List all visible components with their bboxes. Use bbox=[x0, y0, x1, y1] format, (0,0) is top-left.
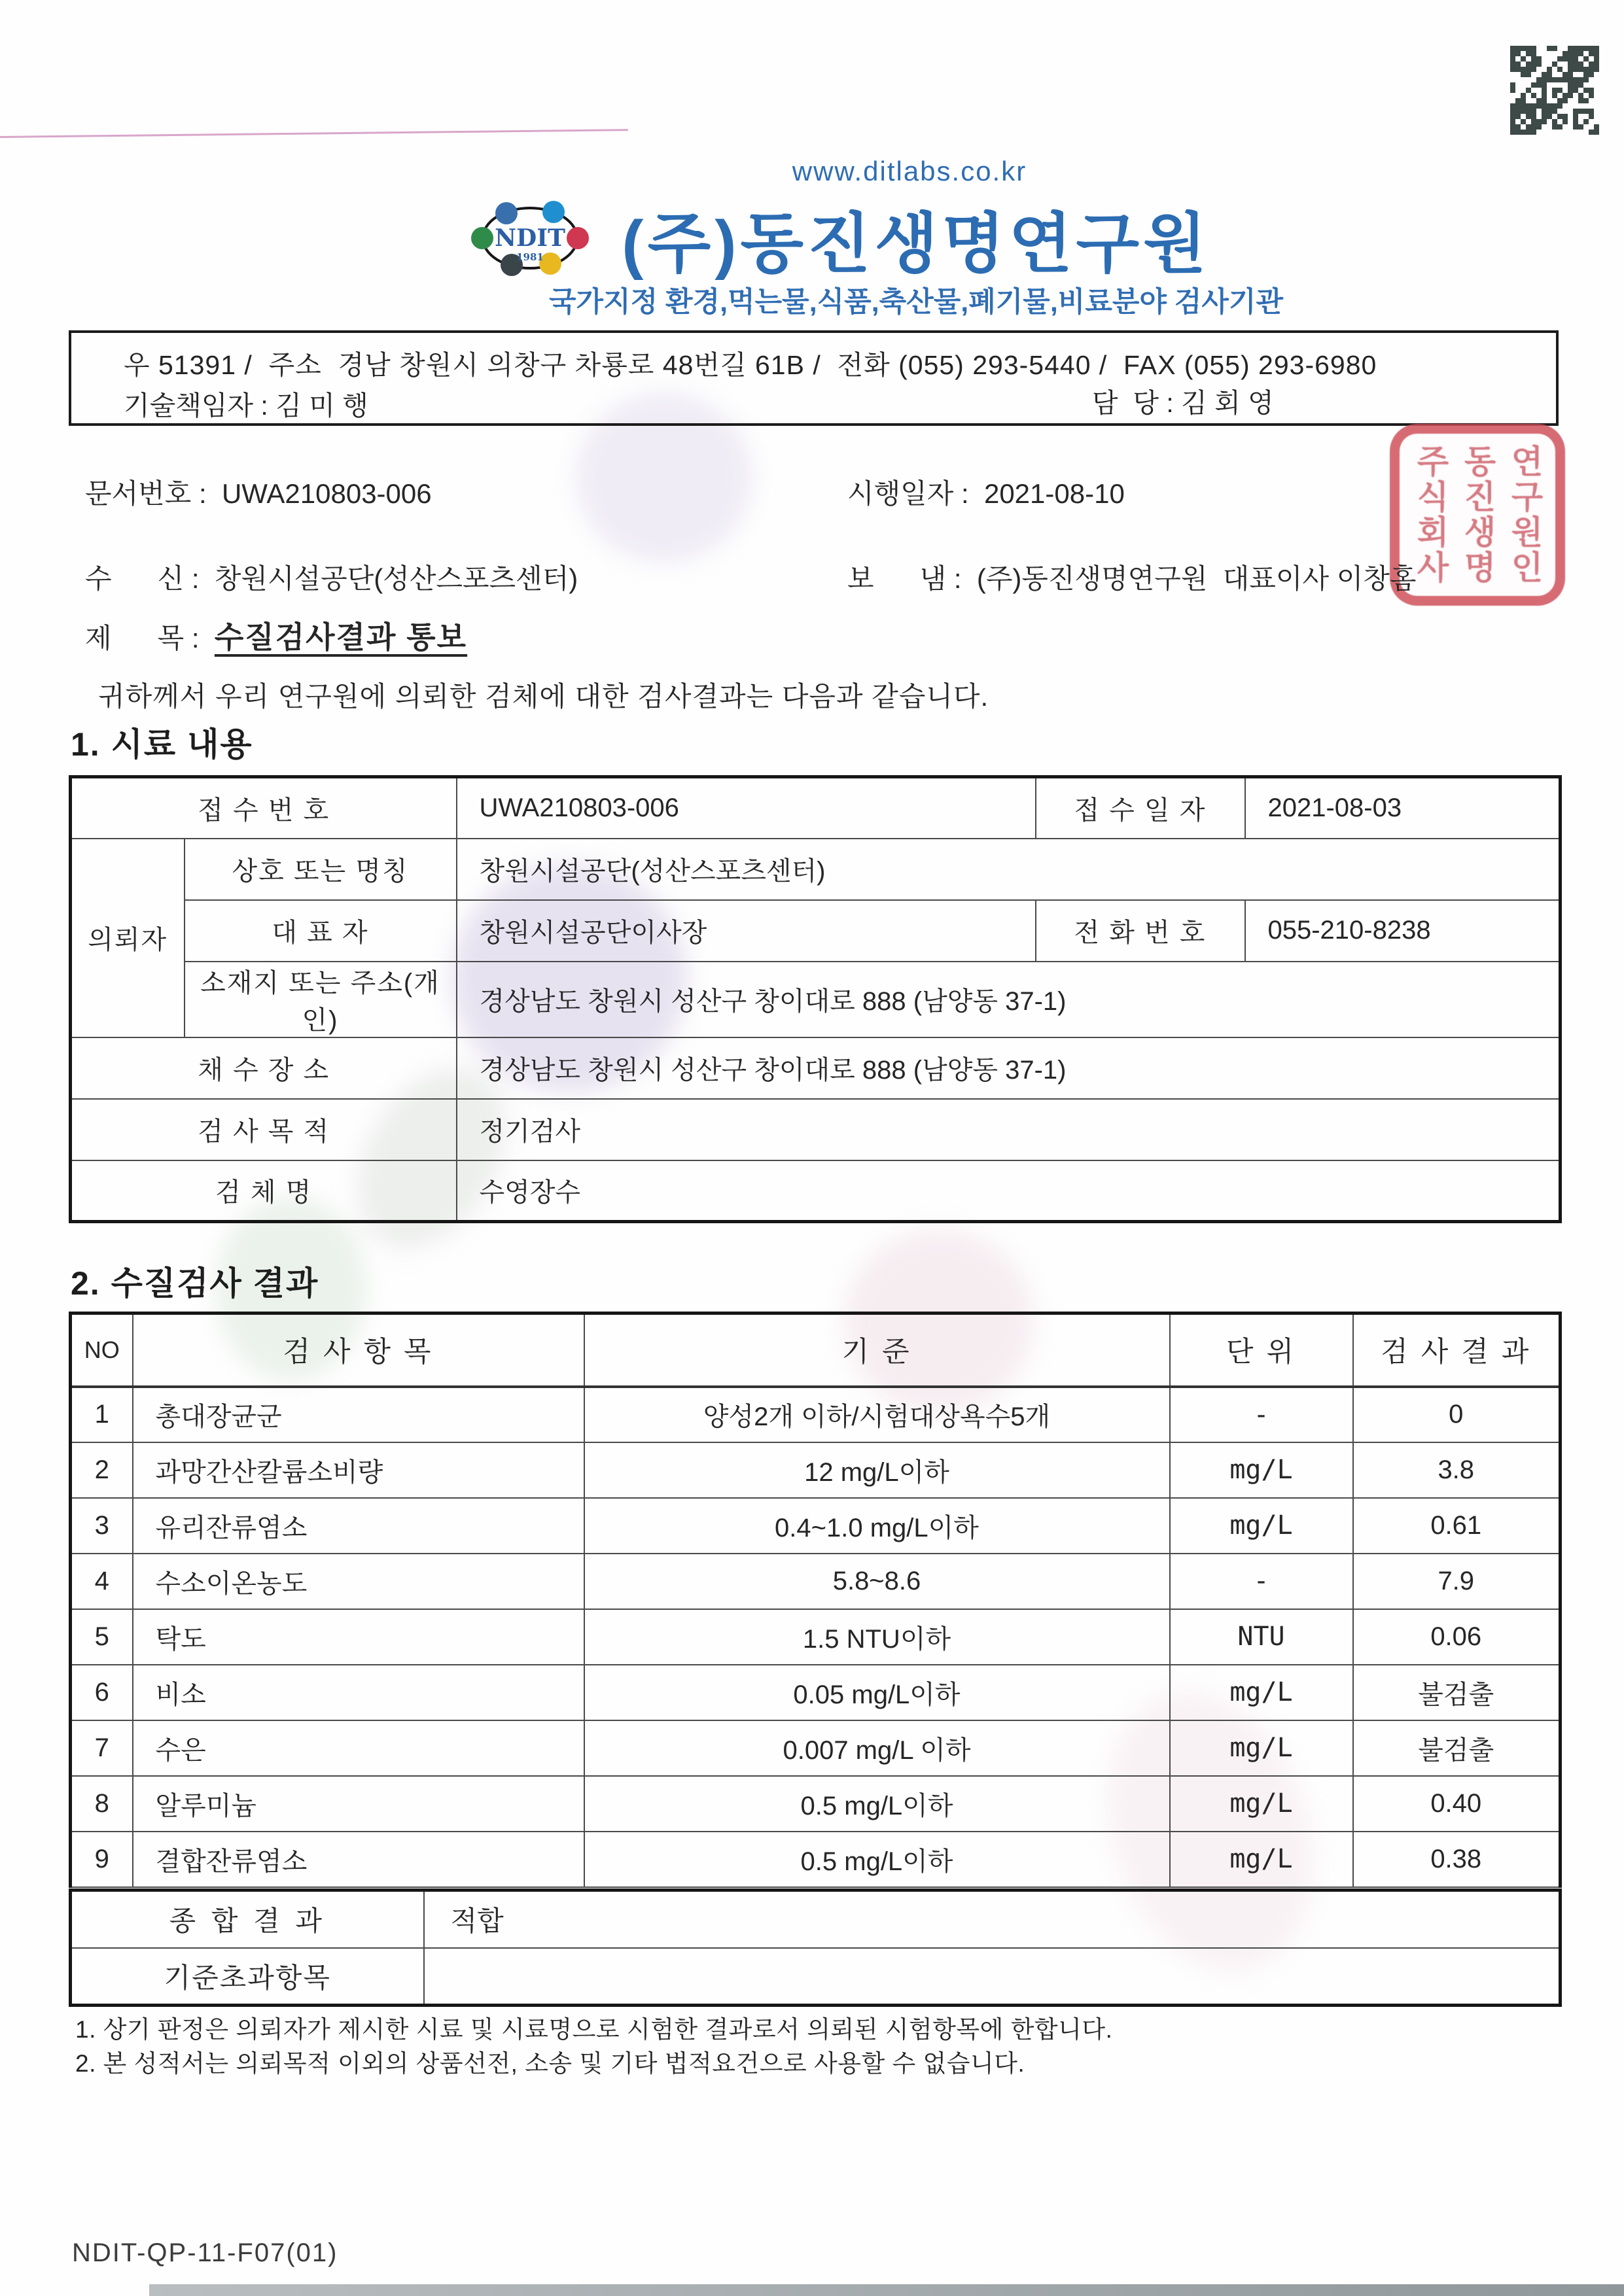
row-no: 2 bbox=[71, 1442, 133, 1498]
table-row bbox=[71, 900, 1561, 962]
row-unit: mg/L bbox=[1170, 1442, 1353, 1498]
row-item: 총대장균군 bbox=[133, 1387, 584, 1442]
company-tagline: 국가지정 환경,먹는물,식품,축산물,폐기물,비료분야 검사기관 bbox=[548, 287, 1284, 318]
table-row bbox=[71, 1720, 1561, 1776]
table-row bbox=[71, 839, 1561, 900]
row-no: 8 bbox=[71, 1776, 133, 1832]
sampling-place-value: 경상남도 창원시 성산구 창이대로 888 (남양동 37-1) bbox=[457, 1037, 1561, 1099]
staff-in-charge bbox=[1092, 381, 1274, 420]
overall-result-value: 적합 bbox=[424, 1890, 1561, 1948]
representative-label: 대 표 자 bbox=[185, 900, 457, 962]
doc-number-label: 문서번호 : bbox=[85, 478, 222, 509]
result-summary-table bbox=[69, 1888, 1562, 2007]
table-row bbox=[71, 1099, 1561, 1160]
row-result: 7.9 bbox=[1353, 1554, 1561, 1609]
scan-edge-artifact bbox=[149, 2284, 1624, 2296]
receipt-date-value: 2021-08-03 bbox=[1245, 777, 1561, 839]
row-unit: mg/L bbox=[1170, 1832, 1353, 1887]
row-item: 유리잔류염소 bbox=[133, 1498, 584, 1554]
test-result-table bbox=[69, 1312, 1562, 1888]
seal-text-col: 주식회사 bbox=[1412, 444, 1449, 585]
row-unit: mg/L bbox=[1170, 1498, 1353, 1554]
table-header-row bbox=[71, 1313, 1561, 1387]
seal-text-col: 동진생명 bbox=[1459, 444, 1496, 585]
row-no: 1 bbox=[71, 1387, 133, 1442]
row-no: 6 bbox=[71, 1665, 133, 1720]
sender-value: (주)동진생명연구원 대표이사 이창홈 bbox=[976, 563, 1417, 594]
row-result: 0.40 bbox=[1353, 1776, 1561, 1832]
col-header-result: 검 사 결 과 bbox=[1353, 1313, 1561, 1387]
row-item: 수소이온농도 bbox=[133, 1554, 584, 1609]
company-name: (주)동진생명연구원 bbox=[622, 207, 1210, 281]
test-purpose-label: 검 사 목 적 bbox=[71, 1099, 457, 1160]
recipient-value: 창원시설공단(성산스포츠센터) bbox=[214, 563, 578, 594]
subject-row bbox=[85, 614, 467, 657]
row-result: 0.38 bbox=[1353, 1832, 1561, 1887]
section2-title: 2. 수질검사 결과 bbox=[71, 1265, 319, 1302]
table-row bbox=[71, 1776, 1561, 1832]
sample-info-table bbox=[69, 775, 1562, 1223]
row-no: 4 bbox=[71, 1554, 133, 1609]
representative-value: 창원시설공단이사장 bbox=[457, 900, 1036, 962]
row-no: 7 bbox=[71, 1720, 133, 1776]
table-row bbox=[71, 1948, 1561, 2006]
row-unit: mg/L bbox=[1170, 1720, 1353, 1776]
staff-label: 담 당 : bbox=[1092, 388, 1182, 418]
sender-row bbox=[847, 557, 1416, 597]
row-no: 5 bbox=[71, 1609, 133, 1665]
table-row bbox=[71, 1160, 1561, 1222]
recipient-label: 수 신 : bbox=[85, 563, 215, 594]
contact-box bbox=[69, 330, 1559, 426]
issue-date-label: 시행일자 : bbox=[847, 478, 984, 509]
table-row bbox=[71, 1554, 1561, 1609]
form-code: NDIT-QP-11-F07(01) bbox=[72, 2238, 338, 2267]
tech-manager bbox=[124, 384, 368, 423]
row-item: 알루미늄 bbox=[133, 1776, 584, 1832]
col-header-unit: 단 위 bbox=[1170, 1313, 1353, 1387]
tech-manager-label: 기술책임자 : bbox=[124, 391, 276, 421]
row-standard: 0.05 mg/L이하 bbox=[584, 1665, 1170, 1720]
ndit-logo-icon bbox=[470, 196, 590, 287]
doc-number-value: UWA210803-006 bbox=[221, 478, 432, 509]
row-item: 결합잔류염소 bbox=[133, 1832, 584, 1887]
col-header-standard: 기 준 bbox=[584, 1313, 1170, 1387]
client-name-value: 창원시설공단(성산스포츠센터) bbox=[457, 839, 1561, 900]
row-no: 3 bbox=[71, 1498, 133, 1554]
row-unit: mg/L bbox=[1170, 1776, 1353, 1832]
exceeded-items-label: 기준초과항목 bbox=[71, 1948, 424, 2006]
overall-result-label: 종 합 결 과 bbox=[71, 1890, 424, 1948]
footnote-2: 2. 본 성적서는 의뢰목적 이외의 상품선전, 소송 및 기타 법적요건으로 사용할 수 없습니다. bbox=[75, 2050, 1025, 2077]
row-result: 0.06 bbox=[1353, 1609, 1561, 1665]
row-result: 불검출 bbox=[1353, 1665, 1561, 1720]
row-standard: 0.5 mg/L이하 bbox=[584, 1832, 1170, 1887]
row-standard: 1.5 NTU이하 bbox=[584, 1609, 1170, 1665]
row-standard: 0.4~1.0 mg/L이하 bbox=[584, 1498, 1170, 1554]
sender-label: 보 냄 : bbox=[847, 563, 977, 594]
col-header-no: NO bbox=[71, 1313, 133, 1387]
row-item: 수은 bbox=[133, 1720, 584, 1776]
address-line: 우 51391 / 주소 경남 창원시 의창구 차룡로 48번길 61B / 전화 (055) 293-5440 / FAX (055) 293-6980 bbox=[124, 350, 1377, 380]
seal-text-col: 연구원인 bbox=[1506, 444, 1543, 585]
qr-code bbox=[1510, 46, 1599, 135]
row-standard: 0.5 mg/L이하 bbox=[584, 1776, 1170, 1832]
client-address-value: 경상남도 창원시 성산구 창이대로 888 (남양동 37-1) bbox=[457, 962, 1561, 1037]
issue-date-row bbox=[847, 472, 1125, 512]
row-unit: - bbox=[1170, 1554, 1353, 1609]
row-standard: 5.8~8.6 bbox=[584, 1554, 1170, 1609]
row-item: 탁도 bbox=[133, 1609, 584, 1665]
receipt-date-label: 접 수 일 자 bbox=[1036, 777, 1245, 839]
row-unit: mg/L bbox=[1170, 1665, 1353, 1720]
phone-value: 055-210-8238 bbox=[1245, 900, 1561, 962]
table-row bbox=[71, 962, 1561, 1037]
subject-label: 제 목 : bbox=[85, 623, 215, 653]
scan-line-artifact bbox=[0, 129, 628, 138]
phone-label: 전 화 번 호 bbox=[1036, 900, 1245, 962]
table-row bbox=[71, 1609, 1561, 1665]
row-standard: 양성2개 이하/시험대상욕수5개 bbox=[584, 1387, 1170, 1442]
table-row bbox=[71, 1890, 1561, 1948]
section1-title: 1. 시료 내용 bbox=[71, 726, 253, 763]
col-header-item: 검 사 항 목 bbox=[133, 1313, 584, 1387]
client-name-label: 상호 또는 명칭 bbox=[185, 839, 457, 900]
row-standard: 12 mg/L이하 bbox=[584, 1442, 1170, 1498]
greeting-text: 귀하께서 우리 연구원에 의뢰한 검체에 대한 검사결과는 다음과 같습니다. bbox=[98, 681, 989, 712]
sample-name-value: 수영장수 bbox=[457, 1160, 1561, 1222]
row-standard: 0.007 mg/L 이하 bbox=[584, 1720, 1170, 1776]
row-unit: - bbox=[1170, 1387, 1353, 1442]
sampling-place-label: 채 수 장 소 bbox=[71, 1037, 457, 1099]
row-result: 0.61 bbox=[1353, 1498, 1561, 1554]
website-url: www.ditlabs.co.kr bbox=[792, 156, 1027, 186]
footnote-1: 1. 상기 판정은 의뢰자가 제시한 시료 및 시료명으로 시험한 결과로서 의뢰된 시험항목에 한합니다. bbox=[75, 2016, 1113, 2043]
table-row bbox=[71, 1832, 1561, 1887]
table-row bbox=[71, 1498, 1561, 1554]
table-row bbox=[71, 1387, 1561, 1442]
row-item: 비소 bbox=[133, 1665, 584, 1720]
row-item: 과망간산칼륨소비량 bbox=[133, 1442, 584, 1498]
sample-name-label: 검 체 명 bbox=[71, 1160, 457, 1222]
row-result: 3.8 bbox=[1353, 1442, 1561, 1498]
svg-text:1981: 1981 bbox=[516, 251, 544, 263]
tech-manager-name: 김 미 행 bbox=[275, 391, 368, 421]
receipt-no-label: 접 수 번 호 bbox=[71, 777, 457, 839]
recipient-row bbox=[85, 557, 578, 597]
receipt-no-value: UWA210803-006 bbox=[457, 777, 1036, 839]
exceeded-items-value bbox=[424, 1948, 1561, 2006]
subject-value: 수질검사결과 통보 bbox=[214, 620, 468, 654]
row-no: 9 bbox=[71, 1832, 133, 1887]
client-label: 의뢰자 bbox=[71, 839, 185, 1037]
table-row bbox=[71, 1442, 1561, 1498]
row-result: 0 bbox=[1353, 1387, 1561, 1442]
row-unit: NTU bbox=[1170, 1609, 1353, 1665]
row-result: 불검출 bbox=[1353, 1720, 1561, 1776]
table-row bbox=[71, 777, 1561, 839]
staff-name: 김 회 영 bbox=[1181, 388, 1274, 418]
doc-number-row bbox=[85, 472, 432, 512]
table-row bbox=[71, 1665, 1561, 1720]
issue-date-value: 2021-08-10 bbox=[983, 478, 1125, 509]
table-row bbox=[71, 1037, 1561, 1099]
svg-text:NDIT: NDIT bbox=[495, 224, 565, 252]
test-purpose-value: 정기검사 bbox=[457, 1099, 1561, 1160]
client-address-label: 소재지 또는 주소(개인) bbox=[185, 962, 457, 1037]
